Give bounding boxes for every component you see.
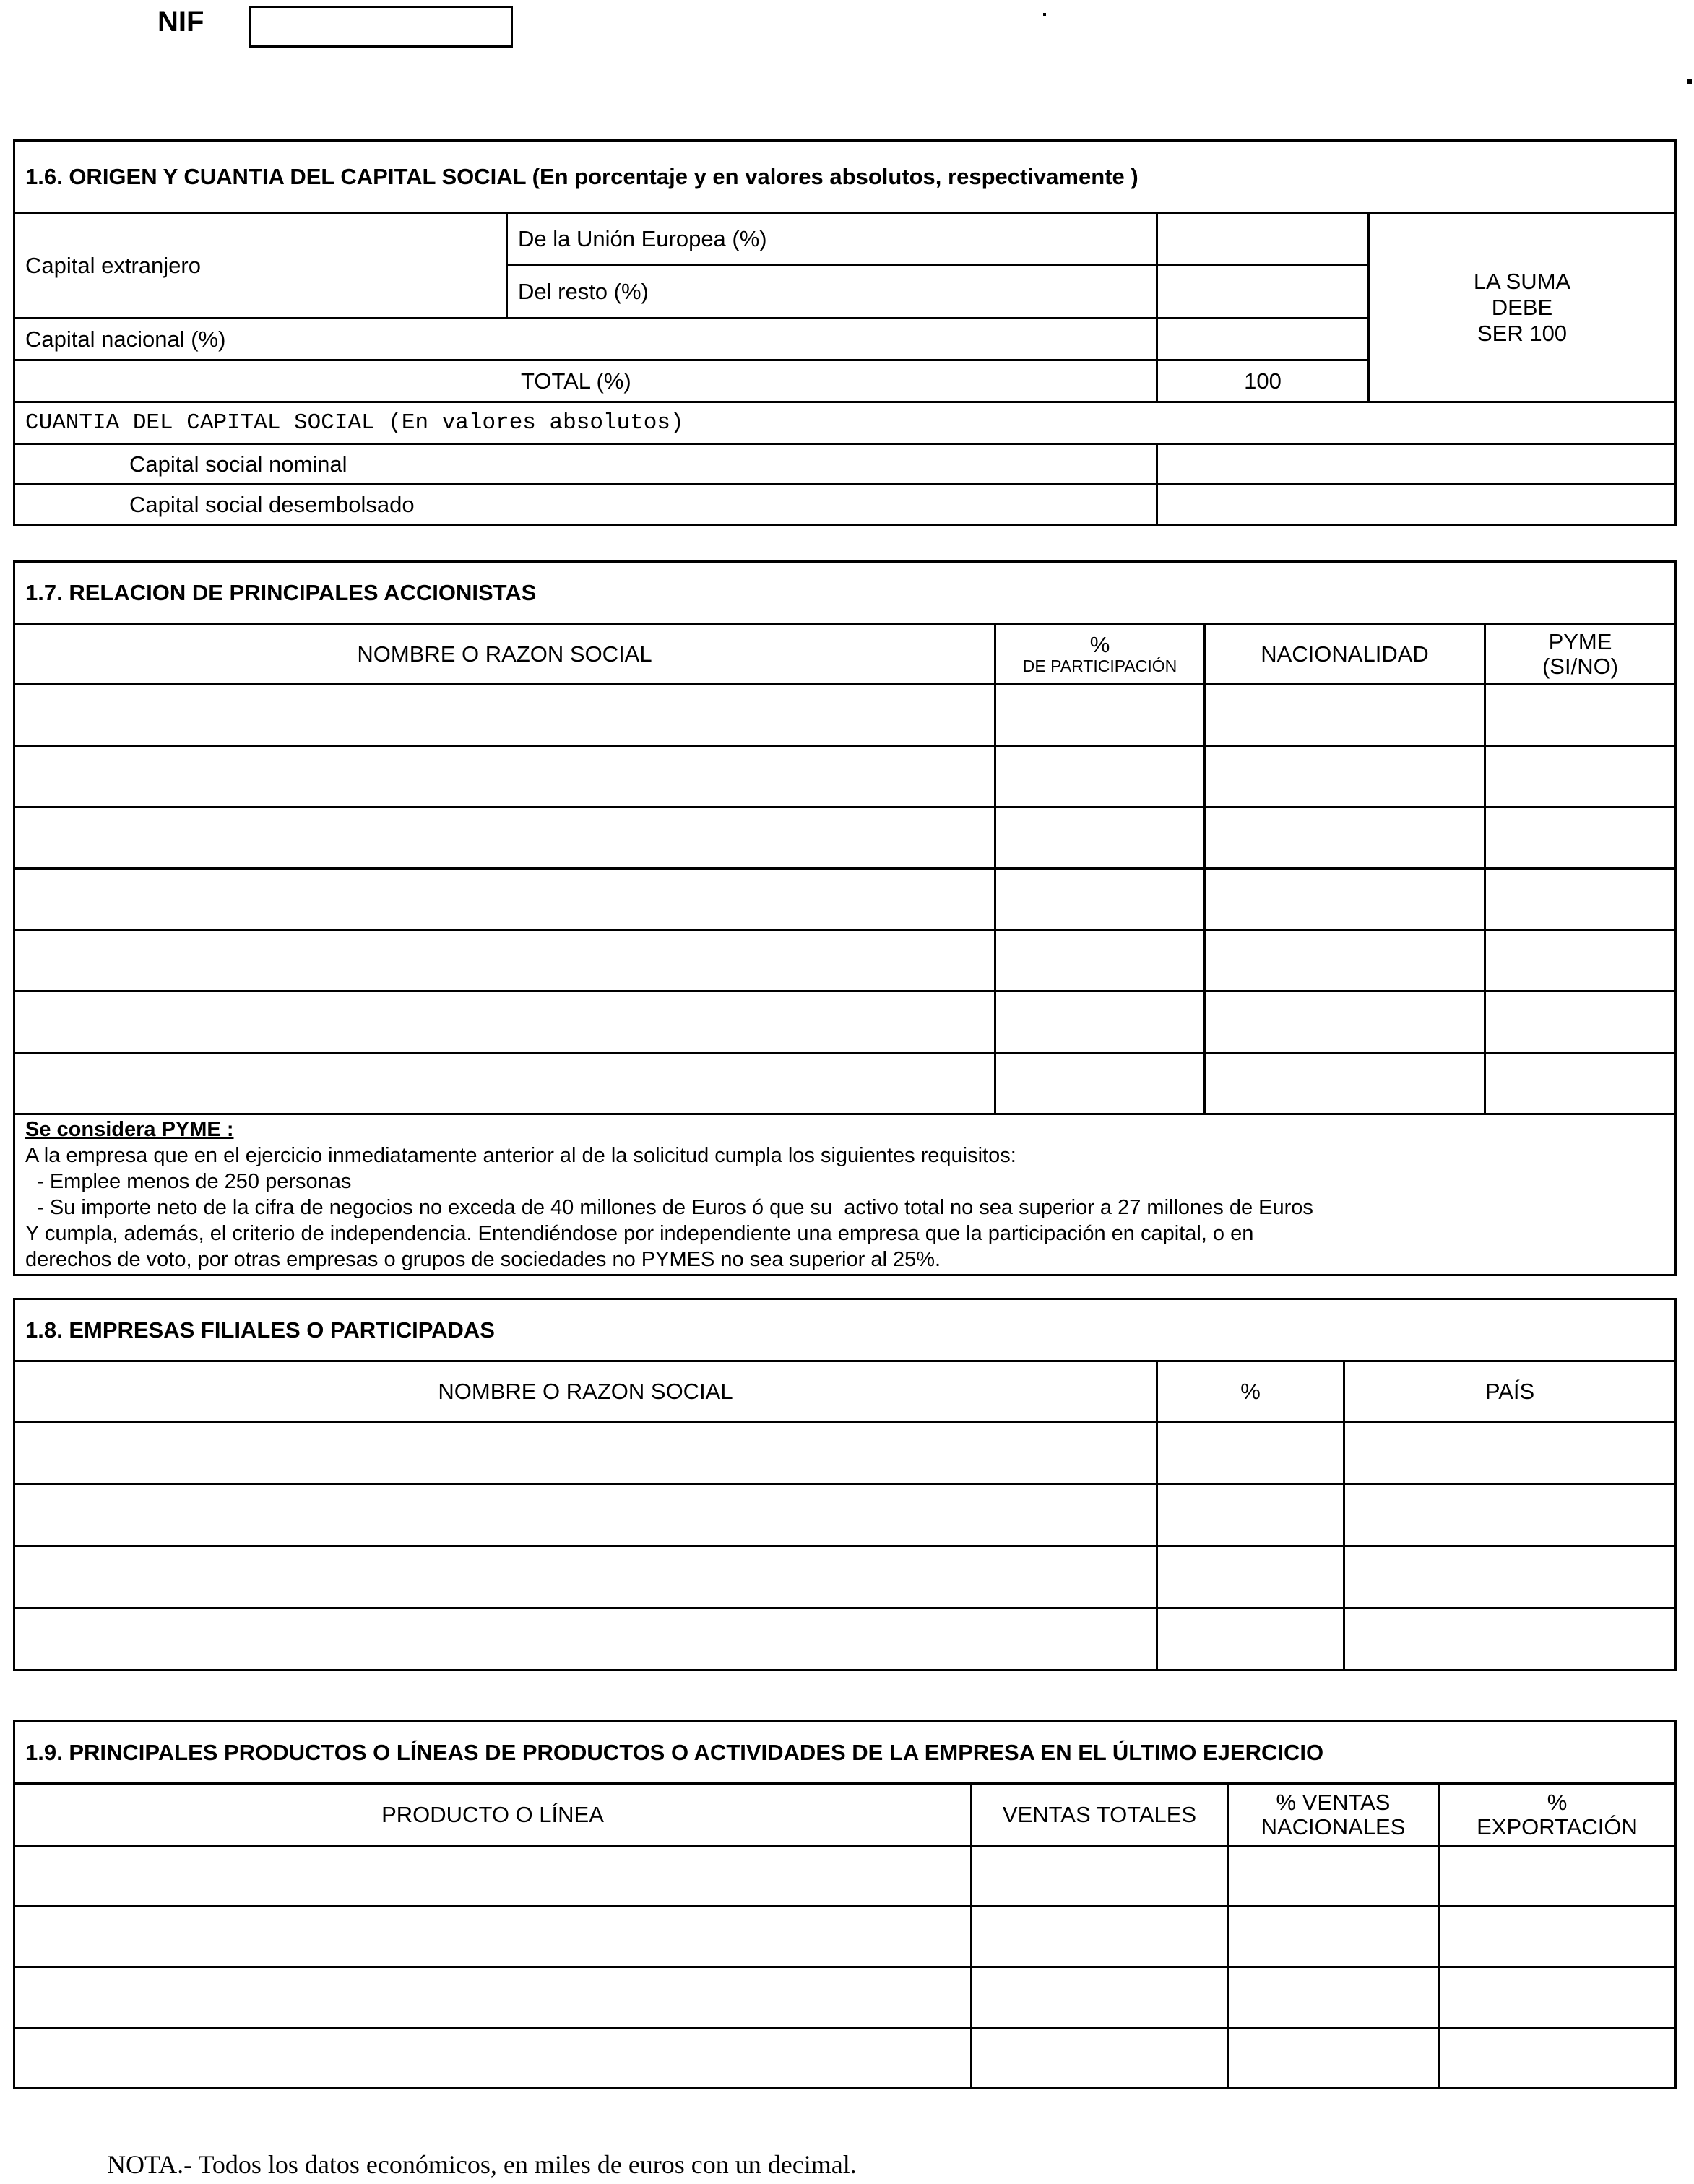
total-label: TOTAL (%) [14, 360, 1157, 402]
pct-symbol: % [1089, 631, 1110, 657]
pyme-label: PYME [1548, 628, 1612, 654]
capital-extranjero-label: Capital extranjero [14, 213, 507, 318]
pyme-line: derechos de voto, por otras empresas o grupos de sociedades no PYMES no sea superior al 25%. [25, 1248, 941, 1271]
scan-dot [1687, 79, 1692, 84]
col-pais-header: PAÍS [1344, 1361, 1676, 1422]
nif-input[interactable] [251, 8, 511, 46]
nacionales-label: NACIONALES [1261, 1814, 1406, 1840]
desembolsado-input[interactable] [1158, 492, 1674, 518]
shareholder-nationality-cell[interactable] [1205, 685, 1485, 746]
product-national-cell[interactable] [1228, 1907, 1439, 1967]
subsidiary-name-cell[interactable] [14, 1608, 1157, 1670]
shareholder-nationality-cell[interactable] [1205, 807, 1485, 869]
suma-line-3: SER 100 [1477, 320, 1568, 346]
table-row [14, 1422, 1676, 1484]
product-name-cell[interactable] [14, 1967, 972, 2028]
section-1-6 [13, 139, 1677, 526]
table-row [14, 930, 1676, 992]
col-pyme-header [1485, 624, 1676, 685]
resto-label: Del resto (%) [507, 265, 1157, 318]
shareholder-name-cell[interactable] [14, 869, 995, 930]
shareholder-nationality-cell[interactable] [1205, 930, 1485, 992]
nacional-input[interactable] [1158, 326, 1367, 352]
subsidiary-pct-cell[interactable] [1157, 1608, 1344, 1670]
table-row [14, 1484, 1676, 1546]
section-1-8 [13, 1298, 1677, 1671]
desembolsado-field[interactable] [1157, 485, 1676, 525]
product-name-cell[interactable] [14, 1907, 972, 1967]
table-row [14, 1546, 1676, 1608]
subsidiary-name-cell[interactable] [14, 1422, 1157, 1484]
subsidiary-pct-cell[interactable] [1157, 1546, 1344, 1608]
table-row [14, 1907, 1676, 1967]
table-row [14, 1846, 1676, 1907]
resto-input[interactable] [1158, 279, 1367, 305]
ue-label: De la Unión Europea (%) [507, 213, 1157, 265]
table-row [14, 2028, 1676, 2089]
subsidiary-pct-cell[interactable] [1157, 1484, 1344, 1546]
table-row [14, 746, 1676, 807]
product-national-cell[interactable] [1228, 1846, 1439, 1907]
ue-field[interactable] [1157, 213, 1369, 265]
nacional-label: Capital nacional (%) [14, 318, 1157, 360]
shareholder-pyme-cell[interactable] [1485, 930, 1676, 992]
pyme-line: - Emplee menos de 250 personas [25, 1170, 352, 1193]
pyme-line: A la empresa que en el ejercicio inmediatamente anterior al de la solicitud cumpla los siguientes requisitos: [25, 1144, 1016, 1167]
subsidiary-country-cell[interactable] [1344, 1422, 1676, 1484]
shareholder-name-cell[interactable] [14, 1053, 995, 1114]
nif-field[interactable] [249, 6, 513, 48]
sino-label: (SI/NO) [1542, 653, 1619, 679]
table-row [14, 1053, 1676, 1114]
shareholder-pyme-cell[interactable] [1485, 992, 1676, 1053]
section-1-9 [13, 1720, 1677, 2089]
product-sales-cell[interactable] [972, 1907, 1228, 1967]
shareholder-name-cell[interactable] [14, 746, 995, 807]
col-nacionalidad-header: NACIONALIDAD [1205, 624, 1485, 685]
subsidiary-pct-cell[interactable] [1157, 1422, 1344, 1484]
col-exportacion-header [1439, 1784, 1676, 1846]
shareholder-pyme-cell[interactable] [1485, 1053, 1676, 1114]
product-export-cell[interactable] [1439, 1907, 1676, 1967]
product-national-cell[interactable] [1228, 2028, 1439, 2089]
shareholder-pct-cell[interactable] [995, 992, 1205, 1053]
suma-note [1369, 213, 1676, 402]
shareholder-name-cell[interactable] [14, 807, 995, 869]
nota-footnote: NOTA.- Todos los datos económicos, en miles de euros con un decimal. [107, 2150, 857, 2179]
shareholder-pct-cell[interactable] [995, 869, 1205, 930]
shareholder-pct-cell[interactable] [995, 1053, 1205, 1114]
product-name-cell[interactable] [14, 1846, 972, 1907]
ventas-pct-label: % VENTAS [1276, 1789, 1391, 1815]
product-sales-cell[interactable] [972, 1846, 1228, 1907]
exportacion-label: EXPORTACIÓN [1477, 1814, 1638, 1840]
col-pct-header: % [1157, 1361, 1344, 1422]
nominal-label: Capital social nominal [14, 444, 1157, 485]
desembolsado-label: Capital social desembolsado [14, 485, 1157, 525]
product-export-cell[interactable] [1439, 2028, 1676, 2089]
shareholder-nationality-cell[interactable] [1205, 992, 1485, 1053]
exp-pct-label: % [1547, 1789, 1568, 1815]
pyme-definition [14, 1114, 1676, 1275]
subsidiary-country-cell[interactable] [1344, 1608, 1676, 1670]
subsidiary-name-cell[interactable] [14, 1546, 1157, 1608]
resto-field[interactable] [1157, 265, 1369, 318]
col-producto-header: PRODUCTO O LÍNEA [14, 1784, 972, 1846]
product-sales-cell[interactable] [972, 1967, 1228, 2028]
subsidiary-name-cell[interactable] [14, 1484, 1157, 1546]
pyme-line: Y cumpla, además, el criterio de independencia. Entendiéndose por independiente una empresa que la participación en capital, o en [25, 1222, 1254, 1245]
col-nacionales-header [1228, 1784, 1439, 1846]
col-nombre-header: NOMBRE O RAZON SOCIAL [14, 1361, 1157, 1422]
shareholder-nationality-cell[interactable] [1205, 746, 1485, 807]
shareholder-pct-cell[interactable] [995, 807, 1205, 869]
pyme-line: - Su importe neto de la cifra de negocios no exceda de 40 millones de Euros ó que su activo total no sea superior a 27 millones de Euros [25, 1196, 1313, 1219]
product-export-cell[interactable] [1439, 1967, 1676, 2028]
shareholder-pct-cell[interactable] [995, 685, 1205, 746]
shareholder-pct-cell[interactable] [995, 746, 1205, 807]
section-1-7-title: 1.7. RELACION DE PRINCIPALES ACCIONISTAS [14, 562, 1676, 624]
pyme-definition-title: Se considera PYME : [25, 1118, 234, 1141]
subsidiary-country-cell[interactable] [1344, 1546, 1676, 1608]
col-nombre-header: NOMBRE O RAZON SOCIAL [14, 624, 995, 685]
section-1-7 [13, 560, 1677, 1276]
product-national-cell[interactable] [1228, 1967, 1439, 2028]
scan-dot [1043, 13, 1046, 16]
shareholder-pyme-cell[interactable] [1485, 685, 1676, 746]
table-row [14, 1967, 1676, 2028]
shareholder-name-cell[interactable] [14, 930, 995, 992]
col-participacion-header [995, 624, 1205, 685]
table-row [14, 869, 1676, 930]
shareholder-pct-cell[interactable] [995, 930, 1205, 992]
shareholder-pyme-cell[interactable] [1485, 869, 1676, 930]
suma-line-2: DEBE [1491, 294, 1553, 320]
shareholder-nationality-cell[interactable] [1205, 869, 1485, 930]
section-1-9-title: 1.9. PRINCIPALES PRODUCTOS O LÍNEAS DE PRODUCTOS O ACTIVIDADES DE LA EMPRESA EN EL ÚLTIMO EJERCICIO [14, 1722, 1676, 1784]
table-row [14, 1608, 1676, 1670]
shareholder-name-cell[interactable] [14, 685, 995, 746]
shareholder-nationality-cell[interactable] [1205, 1053, 1485, 1114]
product-name-cell[interactable] [14, 2028, 972, 2089]
shareholder-pyme-cell[interactable] [1485, 746, 1676, 807]
shareholder-pyme-cell[interactable] [1485, 807, 1676, 869]
col-ventas-header: VENTAS TOTALES [972, 1784, 1228, 1846]
suma-line-1: LA SUMA [1473, 268, 1571, 294]
nif-label: NIF [157, 6, 204, 38]
table-row [14, 807, 1676, 869]
section-1-8-title: 1.8. EMPRESAS FILIALES O PARTICIPADAS [14, 1299, 1676, 1361]
table-row [14, 685, 1676, 746]
nacional-field[interactable] [1157, 318, 1369, 360]
shareholder-name-cell[interactable] [14, 992, 995, 1053]
ue-input[interactable] [1158, 226, 1367, 252]
participacion-sub: DE PARTICIPACIÓN [1022, 656, 1177, 675]
product-sales-cell[interactable] [972, 2028, 1228, 2089]
section-1-6-title: 1.6. ORIGEN Y CUANTIA DEL CAPITAL SOCIAL (En porcentaje y en valores absolutos, respectivamente ) [14, 141, 1676, 213]
subsidiary-country-cell[interactable] [1344, 1484, 1676, 1546]
cuantia-heading: CUANTIA DEL CAPITAL SOCIAL (En valores absolutos) [14, 402, 1676, 444]
product-export-cell[interactable] [1439, 1846, 1676, 1907]
total-value: 100 [1157, 360, 1369, 402]
nominal-input[interactable] [1158, 451, 1674, 477]
table-row [14, 992, 1676, 1053]
nominal-field[interactable] [1157, 444, 1676, 485]
